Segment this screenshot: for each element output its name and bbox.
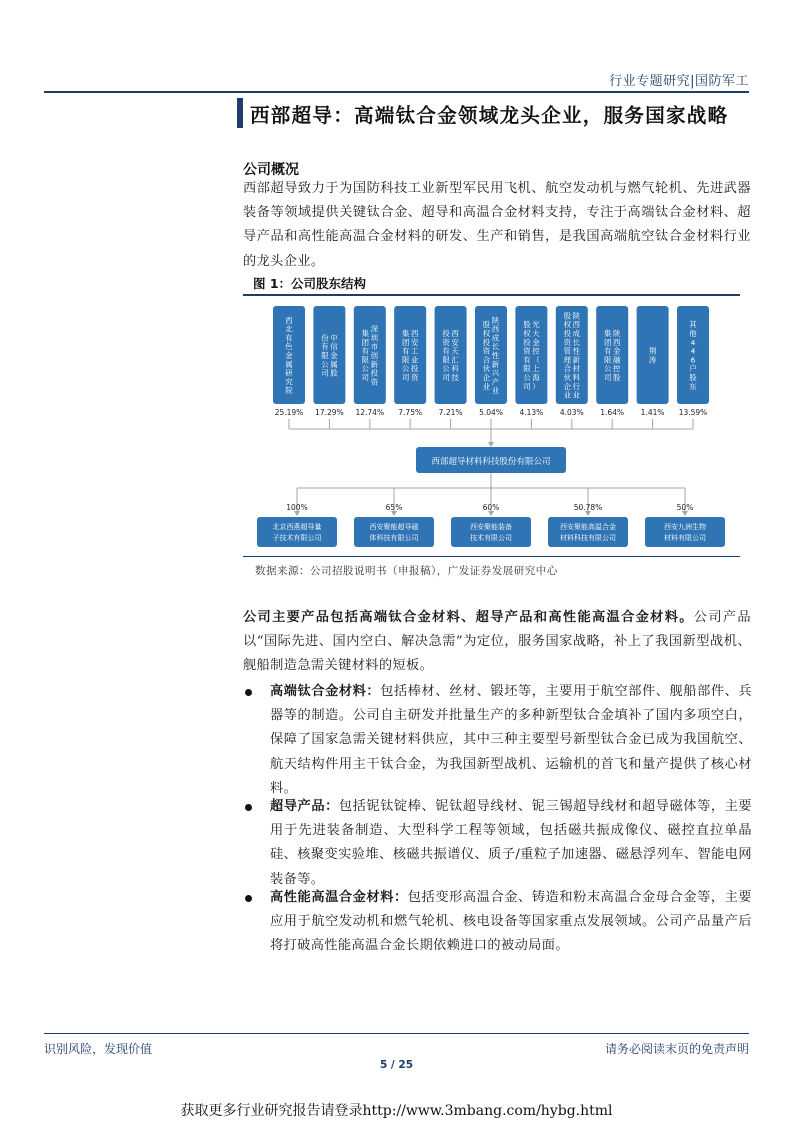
shareholder-name-char: 份: [321, 333, 329, 343]
shareholder-pct-label: 17.29%: [315, 408, 344, 417]
subsidiary-pct-label: 65%: [385, 503, 403, 512]
download-watermark-link[interactable]: 获取更多行业研究报告请登录http://www.3mbang.com/hybg.html: [180, 1103, 613, 1119]
center-company-name: 西部超导材料科技股份有限公司: [431, 457, 551, 467]
shareholder-name-char: 股: [689, 373, 697, 382]
footer-divider: [44, 1033, 749, 1034]
shareholder-name-char: 公: [401, 364, 410, 374]
shareholder-name-char: 股: [563, 311, 572, 321]
shareholder-pct-label: 13.59%: [678, 408, 708, 417]
shareholder-name-char: 北: [285, 324, 293, 334]
shareholder-name-char: 信: [330, 342, 338, 352]
shareholder-name-char: 集: [603, 329, 612, 338]
shareholder-name-char: 管: [563, 346, 572, 356]
subsidiary-pct-label: 50%: [676, 503, 694, 512]
shareholder-name-char: 大: [532, 329, 540, 338]
shareholder-name-char: 投: [523, 337, 531, 347]
shareholder-name-char: 企: [482, 373, 491, 382]
shareholder-name-char: 伙: [482, 364, 491, 374]
shareholder-name-char: 性: [572, 346, 581, 356]
shareholder-name-char: 合: [482, 355, 491, 365]
shareholder-name-char: 长: [491, 342, 500, 352]
shareholder-name-char: 深: [370, 324, 379, 334]
subsidiary-box: [645, 517, 725, 547]
shareholder-pct-label: 7.21%: [438, 408, 463, 417]
shareholder-name-char: 司: [442, 373, 450, 382]
shareholder-name-char: 属: [285, 359, 293, 369]
title-accent-bar: [237, 98, 243, 128]
shareholder-name-char: 限: [361, 355, 370, 365]
shareholder-name-char: 权: [523, 329, 531, 338]
shareholder-pct-label: 5.04%: [479, 408, 503, 417]
shareholder-name-char: 4: [690, 337, 696, 347]
subsidiary-name-line: 子技术有限公司: [272, 534, 322, 542]
shareholder-name-char: 投: [370, 368, 379, 378]
footer-disclaimer-note: 请务必阅读末页的免责声明: [604, 1042, 749, 1056]
shareholder-name-char: 集: [401, 329, 410, 338]
shareholder-name-char: 公: [523, 373, 531, 382]
shareholder-name-char: 成: [572, 329, 581, 338]
shareholder-name-char: 究: [285, 377, 293, 387]
subsidiary-name-line: 西安九洲生物: [664, 523, 706, 531]
shareholder-name-char: 投: [482, 337, 491, 347]
shareholder-name-char: 资: [370, 377, 379, 387]
shareholder-name-char: 户: [689, 364, 697, 374]
shareholder-name-char: 4: [690, 346, 696, 356]
shareholder-name-char: 投: [563, 329, 572, 338]
shareholder-name-char: 投: [442, 329, 450, 338]
shareholder-name-char: 司: [321, 368, 329, 378]
subsidiary-box: [257, 517, 337, 547]
shareholder-name-char: 控: [612, 364, 621, 374]
shareholder-name-char: 汇: [451, 355, 459, 365]
shareholder-name-char: 其: [689, 320, 697, 330]
bullet-superconductor: [270, 795, 752, 892]
shareholder-name-char: 有: [401, 346, 410, 356]
shareholder-name-char: 西: [491, 324, 500, 334]
shareholder-name-char: 业: [410, 355, 419, 365]
shareholder-name-char: 东: [689, 381, 697, 391]
page-number: 5 / 25: [379, 1059, 414, 1071]
overview-paragraph: 西部超导致力于为国防科技工业新型军民用飞机、航空发动机与燃气轮机、先进武器装备等领域提供关键钛合金、超导和高温合金材料支持，专注于高端钛合金材料、超导产品和高性能高温合金材料的研发、生产和销售，是我国高端航空钛合金材料行业的龙头企业。: [243, 181, 751, 269]
shareholder-name-char: 工: [410, 346, 419, 356]
shareholder-name-char: 有: [442, 346, 450, 356]
subsidiary-name-line: 材料有限公司: [664, 534, 706, 542]
shareholder-name-char: 科: [451, 364, 459, 374]
bullet-titanium: [270, 680, 752, 801]
shareholder-name-char: 行: [572, 381, 581, 391]
shareholder-name-char: 业: [491, 386, 500, 396]
products-intro-lead: 公司主要产品包括高端钛合金材料、超导产品和高性能高温合金材料。: [243, 610, 694, 625]
shareholder-name-char: 限: [442, 355, 450, 365]
shareholder-name-char: 光: [532, 320, 540, 330]
bullet-superalloy-lead: 高性能高温合金材料：: [270, 890, 408, 905]
subsidiary-name-line: 技术有限公司: [470, 534, 512, 542]
subsidiary-box: [354, 517, 434, 547]
shareholder-name-char: 资: [410, 373, 419, 382]
footer-slogan: 识别风险，发现价值: [44, 1042, 153, 1056]
shareholder-name-char: 兴: [491, 368, 500, 378]
shareholder-name-char: ）: [532, 381, 540, 391]
subsidiary-pct-label: 100%: [286, 503, 308, 512]
connector-arrowhead: [488, 442, 494, 447]
shareholder-name-char: 司: [401, 373, 410, 382]
shareholder-name-char: 股: [482, 320, 491, 330]
shareholder-name-char: 市: [370, 342, 379, 352]
shareholder-name-char: 权: [482, 329, 491, 338]
header-divider: [44, 91, 749, 93]
shareholder-name-char: 陕: [612, 329, 621, 338]
shareholder-name-char: 有: [361, 346, 370, 356]
shareholder-name-char: 资: [523, 346, 531, 356]
bullet-superconductor-text: 包括铌钛锭棒、铌钛超导线材、铌三锡超导线材和超导磁体等，主要用于先进装备制造、大型科学工程等领域，包括磁共振成像仪、磁控直拉单晶硅、核聚变实验堆、核磁共振谱仪、质子/重粒子加速器、磁悬浮列车、智能电网装备等。: [270, 799, 753, 887]
shareholder-name-char: 金: [330, 351, 338, 360]
bullet-dot: [245, 895, 252, 902]
shareholder-name-char: 料: [572, 373, 581, 382]
shareholder-pct-label: 1.64%: [600, 408, 625, 417]
shareholder-name-char: 圳: [370, 333, 379, 343]
bullet-titanium-lead: 高端钛合金材料：: [270, 684, 381, 699]
shareholder-name-char: 西: [410, 329, 419, 338]
figure-bottom-rule: [243, 556, 740, 557]
shareholder-name-char: 司: [361, 373, 370, 382]
shareholder-structure-diagram: [243, 296, 740, 554]
shareholder-name-char: 限: [321, 351, 329, 360]
subsidiary-name-line: 北京西燕超导量: [272, 523, 322, 531]
bullet-titanium-text: 包括棒材、丝材、锻坯等，主要用于航空部件、舰船部件、兵器等的制造。公司自主研发并批量生产的多种新型钛合金填补了国内多项空白，保障了国家急需关键材料供应，其中三种主要型号新型钛合金已成为我国航空、航天结构件用主干钛合金，为我国新型战机、运输机的首飞和量产提供了核心材料。: [270, 684, 752, 796]
bullet-dot: [245, 804, 252, 811]
shareholder-name-char: 创: [370, 351, 379, 360]
subsidiary-name-line: 西安聚能高温合金: [560, 523, 616, 531]
shareholder-name-char: 西: [285, 315, 293, 325]
shareholder-name-char: 公: [321, 359, 329, 369]
shareholder-name-char: 股: [330, 368, 338, 378]
shareholder-name-char: 资: [563, 337, 572, 347]
shareholder-name-char: 涛: [648, 355, 657, 365]
shareholder-pct-label: 4.03%: [559, 408, 584, 417]
shareholder-name-char: 安: [410, 337, 419, 347]
bullet-dot: [245, 689, 252, 696]
shareholder-name-char: 集: [361, 329, 370, 338]
shareholder-name-char: 新: [370, 359, 379, 369]
subsidiary-pct-label: 50.78%: [573, 503, 603, 512]
shareholder-name-char: 团: [401, 337, 410, 347]
shareholder-name-char: 他: [689, 329, 697, 338]
shareholder-name-char: 资: [442, 337, 450, 347]
shareholder-name-char: 中: [330, 333, 338, 343]
shareholder-name-char: 西: [612, 337, 621, 347]
shareholder-name-char: 天: [451, 346, 459, 356]
shareholder-name-char: 金: [285, 351, 293, 360]
shareholder-name-char: 业: [563, 390, 572, 400]
subsidiary-pct-label: 60%: [482, 503, 500, 512]
shareholder-pct-label: 25.19%: [274, 408, 304, 417]
subsidiary-name-line: 体科技有限公司: [369, 534, 419, 542]
shareholder-name-char: 投: [410, 364, 419, 374]
shareholder-name-char: 安: [451, 337, 459, 347]
shareholder-name-char: 控: [532, 346, 540, 356]
shareholder-name-char: 材: [572, 364, 581, 374]
shareholder-name-char: 陕: [491, 315, 500, 325]
shareholder-name-char: 有: [603, 346, 612, 356]
products-intro-text: 公司产品以“国际先进、国内空白、解决急需”为定位，服务国家战略，补上了我国新型战机、舰船制造急需关键材料的短板。: [243, 610, 751, 674]
shareholder-name-char: 司: [603, 373, 612, 382]
shareholder-pct-label: 7.75%: [398, 408, 423, 417]
shareholder-name-char: 伙: [563, 373, 572, 382]
shareholder-name-char: 性: [491, 351, 500, 360]
shareholder-name-char: 金: [532, 337, 540, 347]
shareholder-name-char: 西: [451, 329, 459, 338]
shareholder-name-char: 理: [563, 355, 572, 365]
subsidiary-name-line: 西安聚能装备: [470, 523, 512, 531]
shareholder-name-char: 公: [442, 364, 450, 374]
subsidiary-name-line: 材料科技有限公司: [560, 534, 616, 542]
subsidiary-box: [548, 517, 628, 547]
shareholder-name-char: 企: [563, 381, 572, 391]
bullet-superalloy: [270, 886, 752, 959]
shareholder-name-char: 公: [603, 364, 612, 374]
shareholder-name-char: 新: [491, 359, 500, 369]
shareholder-name-char: 西: [572, 320, 581, 330]
shareholder-name-char: 院: [285, 386, 293, 396]
shareholder-name-char: 业: [572, 390, 581, 400]
shareholder-name-char: 荆: [648, 346, 657, 356]
shareholder-name-char: 成: [491, 333, 500, 343]
figure-caption: 图 1：公司股东结构: [253, 276, 367, 291]
shareholder-name-char: 属: [330, 359, 338, 369]
shareholder-name-char: 海: [532, 373, 540, 382]
shareholder-name-char: 有: [321, 342, 329, 352]
shareholder-name-char: 限: [523, 364, 531, 374]
products-intro-paragraph: [243, 606, 751, 679]
shareholder-name-char: 团: [361, 337, 370, 347]
shareholder-name-char: 团: [603, 337, 612, 347]
shareholder-pct-label: 12.74%: [355, 408, 385, 417]
shareholder-name-char: 新: [572, 355, 581, 365]
header-section-label: 行业专题研究|国防军工: [609, 74, 749, 89]
page-title: 西部超导：高端钛合金领域龙头企业，服务国家战略: [250, 104, 729, 127]
shareholder-name-char: 融: [612, 355, 621, 365]
figure-source: 数据来源：公司招股说明书（申报稿），广发证券发展研究中心: [255, 565, 558, 577]
shareholder-name-char: 限: [401, 355, 410, 365]
shareholder-name-char: 色: [285, 342, 293, 352]
shareholder-name-char: 股: [523, 320, 531, 330]
shareholder-name-char: 长: [572, 337, 581, 347]
overview-heading: 公司概况: [243, 162, 299, 178]
bullet-superconductor-lead: 超导产品：: [270, 799, 339, 814]
shareholder-name-char: 研: [285, 368, 293, 378]
shareholder-name-char: 限: [603, 355, 612, 365]
shareholder-name-char: 业: [482, 381, 491, 391]
shareholder-name-char: 司: [523, 381, 531, 391]
shareholder-name-char: 产: [491, 377, 500, 387]
shareholder-name-char: 陕: [572, 311, 581, 321]
subsidiary-name-line: 西安聚能超导磁: [369, 523, 419, 531]
shareholder-pct-label: 4.13%: [519, 408, 544, 417]
subsidiary-box: [451, 517, 531, 547]
shareholder-pct-label: 1.41%: [640, 408, 665, 417]
shareholder-name-char: 合: [563, 364, 572, 374]
shareholder-name-char: 上: [532, 364, 540, 374]
shareholder-name-char: 技: [451, 373, 459, 382]
shareholder-name-char: （: [532, 355, 540, 365]
shareholder-name-char: 有: [523, 355, 531, 365]
bullet-superalloy-text: 包括变形高温合金、铸造和粉末高温合金母合金等，主要应用于航空发动机和燃气轮机、核电设备等国家重点发展领域。公司产品量产后将打破高性能高温合金长期依赖进口的被动局面。: [270, 890, 753, 954]
shareholder-name-char: 股: [612, 373, 621, 382]
shareholder-name-char: 公: [361, 364, 370, 374]
shareholder-name-char: 权: [563, 320, 572, 330]
shareholder-name-char: 金: [612, 346, 621, 356]
shareholder-name-char: 有: [285, 333, 293, 343]
shareholder-name-char: 6: [690, 355, 696, 365]
shareholder-name-char: 资: [482, 346, 491, 356]
